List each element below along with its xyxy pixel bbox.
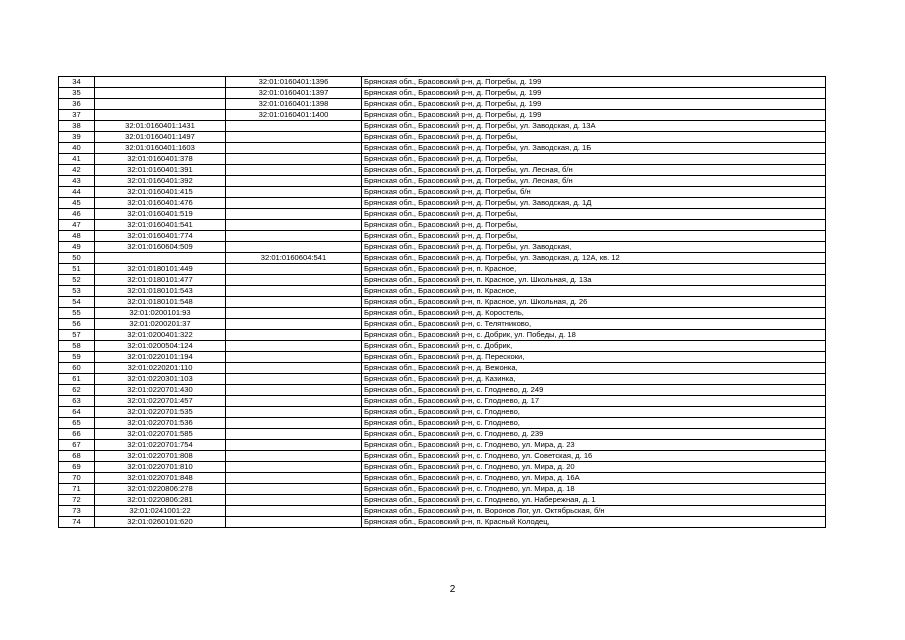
cadastral-number-a [95, 253, 226, 264]
address: Брянская обл., Брасовский р-н, с. Глоднево, ул. Советская, д. 16 [362, 451, 826, 462]
row-number: 64 [59, 407, 95, 418]
cadastral-number-a: 32:01:0200201:37 [95, 319, 226, 330]
table-row [59, 396, 826, 407]
address: Брянская обл., Брасовский р-н, д. Погребы, ул. Заводская, д. 12А, кв. 12 [362, 253, 826, 264]
cadastral-number-b [226, 297, 362, 308]
cadastral-number-a: 32:01:0241001:22 [95, 506, 226, 517]
table-row [59, 451, 826, 462]
address: Брянская обл., Брасовский р-н, д. Погребы, [362, 132, 826, 143]
table-row [59, 440, 826, 451]
row-number: 55 [59, 308, 95, 319]
cadastral-number-b [226, 341, 362, 352]
table-row [59, 484, 826, 495]
cadastral-number-b [226, 396, 362, 407]
address: Брянская обл., Брасовский р-н, с. Глоднево, ул. Мира, д. 18 [362, 484, 826, 495]
table-row [59, 220, 826, 231]
cadastral-number-b [226, 506, 362, 517]
cadastral-number-b [226, 220, 362, 231]
table-row [59, 198, 826, 209]
cadastral-number-a: 32:01:0160401:1497 [95, 132, 226, 143]
row-number: 49 [59, 242, 95, 253]
cadastral-number-a: 32:01:0220701:536 [95, 418, 226, 429]
table-row [59, 517, 826, 528]
table-row [59, 121, 826, 132]
cadastral-number-b [226, 440, 362, 451]
cadastral-number-b [226, 176, 362, 187]
cadastral-number-b [226, 121, 362, 132]
cadastral-number-a: 32:01:0160401:541 [95, 220, 226, 231]
row-number: 34 [59, 77, 95, 88]
cadastral-number-a: 32:01:0160401:378 [95, 154, 226, 165]
cadastral-number-b [226, 242, 362, 253]
table-row [59, 132, 826, 143]
table-row [59, 253, 826, 264]
address: Брянская обл., Брасовский р-н, д. Погребы, ул. Заводская, [362, 242, 826, 253]
address: Брянская обл., Брасовский р-н, с. Добрик, [362, 341, 826, 352]
row-number: 51 [59, 264, 95, 275]
address: Брянская обл., Брасовский р-н, с. Глоднево, д. 249 [362, 385, 826, 396]
cadastral-number-a: 32:01:0180101:477 [95, 275, 226, 286]
address: Брянская обл., Брасовский р-н, д. Погребы, [362, 209, 826, 220]
table-row [59, 77, 826, 88]
cadastral-number-a [95, 88, 226, 99]
address: Брянская обл., Брасовский р-н, д. Погребы, д. 199 [362, 77, 826, 88]
table-row [59, 143, 826, 154]
address: Брянская обл., Брасовский р-н, д. Погребы, ул. Заводская, д. 13А [362, 121, 826, 132]
cadastral-number-a: 32:01:0160401:415 [95, 187, 226, 198]
cadastral-number-b [226, 319, 362, 330]
address: Брянская обл., Брасовский р-н, п. Красное, [362, 286, 826, 297]
table-row [59, 506, 826, 517]
row-number: 54 [59, 297, 95, 308]
cadastral-number-a: 32:01:0220701:585 [95, 429, 226, 440]
row-number: 40 [59, 143, 95, 154]
cadastral-number-b [226, 264, 362, 275]
cadastral-number-a: 32:01:0160401:519 [95, 209, 226, 220]
cadastral-number-b [226, 231, 362, 242]
cadastral-number-b [226, 132, 362, 143]
address: Брянская обл., Брасовский р-н, д. Казинка, [362, 374, 826, 385]
cadastral-number-a: 32:01:0220701:535 [95, 407, 226, 418]
row-number: 47 [59, 220, 95, 231]
address: Брянская обл., Брасовский р-н, д. Погребы, д. 199 [362, 99, 826, 110]
cadastral-number-b [226, 363, 362, 374]
address: Брянская обл., Брасовский р-н, с. Глоднево, [362, 418, 826, 429]
row-number: 71 [59, 484, 95, 495]
cadastral-number-b [226, 429, 362, 440]
cadastral-number-b [226, 286, 362, 297]
cadastral-number-a: 32:01:0220701:754 [95, 440, 226, 451]
row-number: 41 [59, 154, 95, 165]
table-row [59, 473, 826, 484]
cadastral-number-a [95, 110, 226, 121]
cadastral-number-a: 32:01:0220201:110 [95, 363, 226, 374]
cadastral-number-b [226, 451, 362, 462]
cadastral-number-b [226, 198, 362, 209]
row-number: 36 [59, 99, 95, 110]
address: Брянская обл., Брасовский р-н, д. Погребы, [362, 220, 826, 231]
address: Брянская обл., Брасовский р-н, д. Погребы, ул. Лесная, б/н [362, 165, 826, 176]
table-row [59, 352, 826, 363]
address: Брянская обл., Брасовский р-н, д. Погребы, ул. Заводская, д. 1Д [362, 198, 826, 209]
cadastral-number-b [226, 165, 362, 176]
row-number: 38 [59, 121, 95, 132]
cadastral-number-a: 32:01:0260101:620 [95, 517, 226, 528]
cadastral-number-a: 32:01:0220301:103 [95, 374, 226, 385]
table-row [59, 231, 826, 242]
address: Брянская обл., Брасовский р-н, с. Глоднево, ул. Набережная, д. 1 [362, 495, 826, 506]
row-number: 39 [59, 132, 95, 143]
table-row [59, 110, 826, 121]
row-number: 50 [59, 253, 95, 264]
cadastral-number-b [226, 473, 362, 484]
row-number: 59 [59, 352, 95, 363]
row-number: 37 [59, 110, 95, 121]
address: Брянская обл., Брасовский р-н, с. Глоднево, ул. Мира, д. 23 [362, 440, 826, 451]
cadastral-number-a: 32:01:0160401:1603 [95, 143, 226, 154]
table-body [59, 77, 826, 528]
address: Брянская обл., Брасовский р-н, д. Погребы, б/н [362, 187, 826, 198]
address: Брянская обл., Брасовский р-н, д. Погребы, ул. Лесная, б/н [362, 176, 826, 187]
cadastral-number-a [95, 77, 226, 88]
table-row [59, 88, 826, 99]
row-number: 66 [59, 429, 95, 440]
row-number: 35 [59, 88, 95, 99]
cadastral-number-a: 32:01:0160401:392 [95, 176, 226, 187]
cadastral-number-b: 32:01:0160401:1396 [226, 77, 362, 88]
cadastral-number-a: 32:01:0160401:391 [95, 165, 226, 176]
row-number: 45 [59, 198, 95, 209]
table-row [59, 429, 826, 440]
address: Брянская обл., Брасовский р-н, д. Погребы, [362, 231, 826, 242]
cadastral-number-b [226, 374, 362, 385]
table-row [59, 385, 826, 396]
cadastral-number-b [226, 352, 362, 363]
cadastral-number-a: 32:01:0220701:848 [95, 473, 226, 484]
cadastral-number-b [226, 209, 362, 220]
cadastral-number-b [226, 407, 362, 418]
row-number: 58 [59, 341, 95, 352]
cadastral-number-a: 32:01:0160401:1431 [95, 121, 226, 132]
row-number: 69 [59, 462, 95, 473]
table-row [59, 286, 826, 297]
row-number: 48 [59, 231, 95, 242]
address: Брянская обл., Брасовский р-н, п. Воронов Лог, ул. Октябрьская, б/н [362, 506, 826, 517]
table-row [59, 308, 826, 319]
cadastral-number-b [226, 418, 362, 429]
cadastral-number-b [226, 187, 362, 198]
table-row [59, 462, 826, 473]
cadastral-number-b: 32:01:0160401:1397 [226, 88, 362, 99]
table-row [59, 495, 826, 506]
cadastral-number-b [226, 143, 362, 154]
table-row [59, 319, 826, 330]
address: Брянская обл., Брасовский р-н, д. Перескоки, [362, 352, 826, 363]
row-number: 63 [59, 396, 95, 407]
address: Брянская обл., Брасовский р-н, с. Глоднево, ул. Мира, д. 20 [362, 462, 826, 473]
address: Брянская обл., Брасовский р-н, с. Добрик, ул. Победы, д. 18 [362, 330, 826, 341]
page-number: 2 [449, 584, 456, 595]
row-number: 60 [59, 363, 95, 374]
table-row [59, 407, 826, 418]
address: Брянская обл., Брасовский р-н, д. Погребы, д. 199 [362, 110, 826, 121]
cadastral-number-a: 32:01:0220701:808 [95, 451, 226, 462]
row-number: 61 [59, 374, 95, 385]
cadastral-number-a: 32:01:0220701:457 [95, 396, 226, 407]
table-row [59, 275, 826, 286]
address: Брянская обл., Брасовский р-н, п. Красное, [362, 264, 826, 275]
row-number: 74 [59, 517, 95, 528]
cadastral-number-b: 32:01:0160401:1400 [226, 110, 362, 121]
cadastral-number-b [226, 385, 362, 396]
address: Брянская обл., Брасовский р-н, д. Вежонка, [362, 363, 826, 374]
cadastral-number-a: 32:01:0180101:449 [95, 264, 226, 275]
address: Брянская обл., Брасовский р-н, п. Красное, ул. Школьная, д. 26 [362, 297, 826, 308]
table-row [59, 297, 826, 308]
cadastral-number-a: 32:01:0160401:774 [95, 231, 226, 242]
table-row [59, 176, 826, 187]
cadastral-number-b [226, 462, 362, 473]
cadastral-number-a: 32:01:0160604:509 [95, 242, 226, 253]
table-row [59, 242, 826, 253]
cadastral-number-a: 32:01:0180101:543 [95, 286, 226, 297]
cadastral-number-a: 32:01:0200504:124 [95, 341, 226, 352]
address: Брянская обл., Брасовский р-н, с. Глоднево, д. 239 [362, 429, 826, 440]
table-row [59, 165, 826, 176]
cadastral-number-a: 32:01:0220701:430 [95, 385, 226, 396]
address: Брянская обл., Брасовский р-н, п. Красный Колодец, [362, 517, 826, 528]
table-row [59, 341, 826, 352]
address: Брянская обл., Брасовский р-н, д. Погребы, д. 199 [362, 88, 826, 99]
cadastral-number-b [226, 275, 362, 286]
table-row [59, 264, 826, 275]
row-number: 53 [59, 286, 95, 297]
address: Брянская обл., Брасовский р-н, с. Глоднево, д. 17 [362, 396, 826, 407]
cadastral-number-a: 32:01:0220101:194 [95, 352, 226, 363]
row-number: 46 [59, 209, 95, 220]
cadastral-number-b [226, 308, 362, 319]
table-row [59, 209, 826, 220]
cadastral-number-a: 32:01:0220806:278 [95, 484, 226, 495]
row-number: 73 [59, 506, 95, 517]
cadastral-number-b [226, 484, 362, 495]
row-number: 62 [59, 385, 95, 396]
cadastral-number-b [226, 330, 362, 341]
cadastral-number-b [226, 154, 362, 165]
table-row [59, 99, 826, 110]
table-row [59, 330, 826, 341]
cadastral-number-a: 32:01:0220806:281 [95, 495, 226, 506]
table-row [59, 418, 826, 429]
cadastral-number-b: 32:01:0160604:541 [226, 253, 362, 264]
cadastral-number-a: 32:01:0160401:476 [95, 198, 226, 209]
address: Брянская обл., Брасовский р-н, д. Погребы, ул. Заводская, д. 1Б [362, 143, 826, 154]
row-number: 67 [59, 440, 95, 451]
cadastral-number-b [226, 495, 362, 506]
row-number: 57 [59, 330, 95, 341]
cadastral-number-a: 32:01:0180101:548 [95, 297, 226, 308]
cadastral-number-a: 32:01:0220701:810 [95, 462, 226, 473]
row-number: 52 [59, 275, 95, 286]
cadastral-number-a [95, 99, 226, 110]
address: Брянская обл., Брасовский р-н, д. Коростель, [362, 308, 826, 319]
row-number: 56 [59, 319, 95, 330]
cadastral-number-b [226, 517, 362, 528]
table-row [59, 374, 826, 385]
row-number: 43 [59, 176, 95, 187]
table-row [59, 363, 826, 374]
row-number: 68 [59, 451, 95, 462]
cadastral-number-a: 32:01:0200101:93 [95, 308, 226, 319]
address: Брянская обл., Брасовский р-н, п. Красное, ул. Школьная, д. 13а [362, 275, 826, 286]
cadastral-number-b: 32:01:0160401:1398 [226, 99, 362, 110]
cadastral-table [58, 76, 826, 528]
row-number: 72 [59, 495, 95, 506]
table-row [59, 154, 826, 165]
address: Брянская обл., Брасовский р-н, с. Глоднево, ул. Мира, д. 16А [362, 473, 826, 484]
table-row [59, 187, 826, 198]
row-number: 42 [59, 165, 95, 176]
address: Брянская обл., Брасовский р-н, с. Глоднево, [362, 407, 826, 418]
row-number: 70 [59, 473, 95, 484]
row-number: 65 [59, 418, 95, 429]
row-number: 44 [59, 187, 95, 198]
address: Брянская обл., Брасовский р-н, д. Погребы, [362, 154, 826, 165]
address: Брянская обл., Брасовский р-н, с. Телятниково, [362, 319, 826, 330]
cadastral-number-a: 32:01:0200401:322 [95, 330, 226, 341]
